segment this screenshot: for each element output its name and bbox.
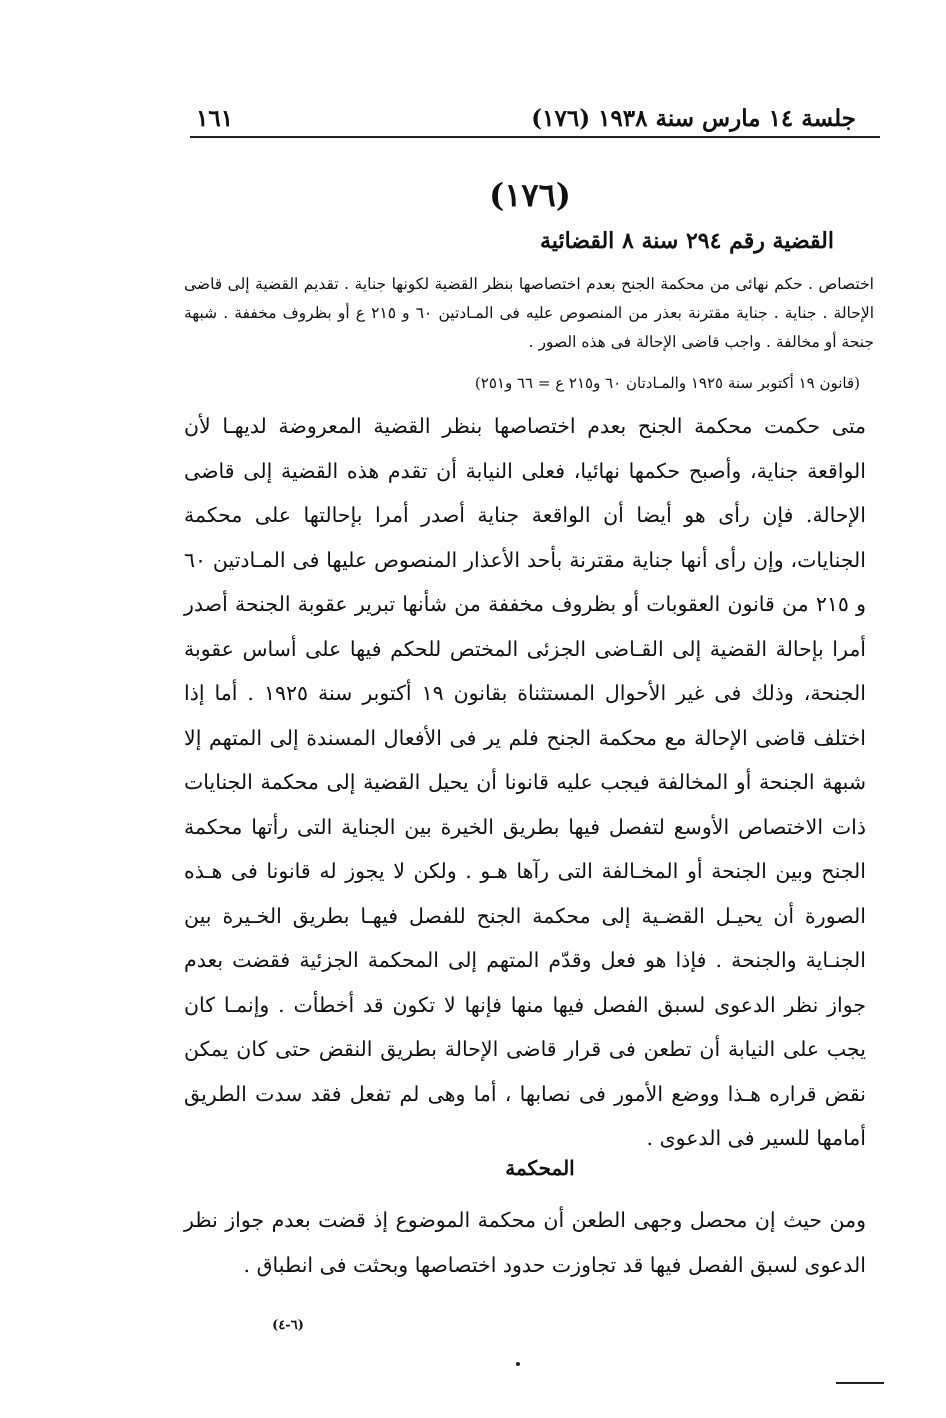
- signature-mark: (٦-٤): [272, 1318, 304, 1333]
- judgment-paragraph: ومن حيث إن محصل وجهى الطعن أن محكمة الموضوع إذ قضت بعدم جواز نظر الدعوى لسبق الفصل فيها قد تجاوزت حدود اختصاصها وبحثت فى انطباق .: [184, 1208, 866, 1277]
- ruling-paragraph: متى حكمت محكمة الجنح بعدم اختصاصها بنظر القضية المعروضة لديهـا لأن الواقعة جناية، وأصبح حكمها نهائيا، فعلى النيابة أن تقدم هذه القضية إلى قاضى الإحالة. فإن رأى هو أيضا أن الواقعة جناية أصدر أمرا بإحالتها على محكمة الجنايات، وإن رأى أنها جناية مقترنة بأحد الأعذار المنصوص عليها فى المـادتين ٦٠ و ٢١٥ من قانون العقوبات أو بظروف مخففة من شأنها تبرير عقوبة الجنحة أصدر أمرا بإحالة القضية إلى القـاضى الجزئى المختص للحكم فيها على أساس عقوبة الجنحة، وذلك فى غير الأحوال المستثناة بقانون ١٩ أكتوبر سنة ١٩٢٥ . أما إذا اختلف قاضى الإحالة مع محكمة الجنح فلم ير فى الأفعال المسندة إلى المتهم إلا شبهة الجنحة أو المخالفة فيجب عليه قانونا أن يحيل القضية إلى محكمة الجنايات ذات الاختصاص الأوسع لتفصل فيها بطريق الخيرة بين الجناية التى رأتها محكمة الجنح وبين الجنحة أو المخـالفة التى رآها هـو . ولكن لا يجوز له قانونا فى هـذه الصورة أن يحيـل القضـية إلى محكمة الجنح للفصل فيهـا بطريق الخـيرة بين الجنـاية والجنحة . فإذا هو فعل وقدّم المتهم إلى المحكمة الجزئية فقضت بعدم جواز نظر الدعوى لسبق الفصل فيها منها فإنها لا تكون قد أخطأت . وإنمـا كان يجب على النيابة أن تطعن فى قرار قاضى الإحالة بطريق النقض حتى كان يمكن نقض قراره هـذا ووضع الأمور فى نصابها ، أما وهى لم تفعل فقد سدت الطريق أمامها للسير فى الدعوى .: [184, 414, 867, 1150]
- section-title: المحكمة: [505, 1156, 575, 1180]
- header-title: جلسة ١٤ مارس سنة ١٩٣٨ (١٧٦): [531, 105, 856, 132]
- footer-rule: [836, 1382, 884, 1384]
- header-rule: [190, 136, 880, 138]
- running-header: [196, 88, 856, 132]
- judgment-text: [184, 1198, 866, 1287]
- footer-dot: [516, 1362, 520, 1366]
- ruling-summary: [184, 404, 866, 1161]
- case-number: (١٧٦): [489, 176, 571, 214]
- headnote: اختصاص . حكم نهائى من محكمة الجنح بعدم اختصاصها بنظر القضية لكونها جناية . تقديم القضية إلى قاضى الإحالة . جناية . جناية مقترنة بعذر من المنصوص عليه فى المـادتين ٦٠ و ٢١٥ ع أو بظروف مخففة . شبهة جنحة أو مخالفة . واجب قاضى الإحالة فى هذه الصور .: [184, 275, 874, 351]
- case-reference: القضية رقم ٢٩٤ سنة ٨ القضائية: [540, 228, 834, 254]
- legal-reference: (قانون ١٩ أكتوبر سنة ١٩٢٥ والمـادتان ٦٠ و٢١٥ ع = ٦٦ و٢٥١): [474, 374, 860, 392]
- page-number: ١٦١: [196, 105, 234, 132]
